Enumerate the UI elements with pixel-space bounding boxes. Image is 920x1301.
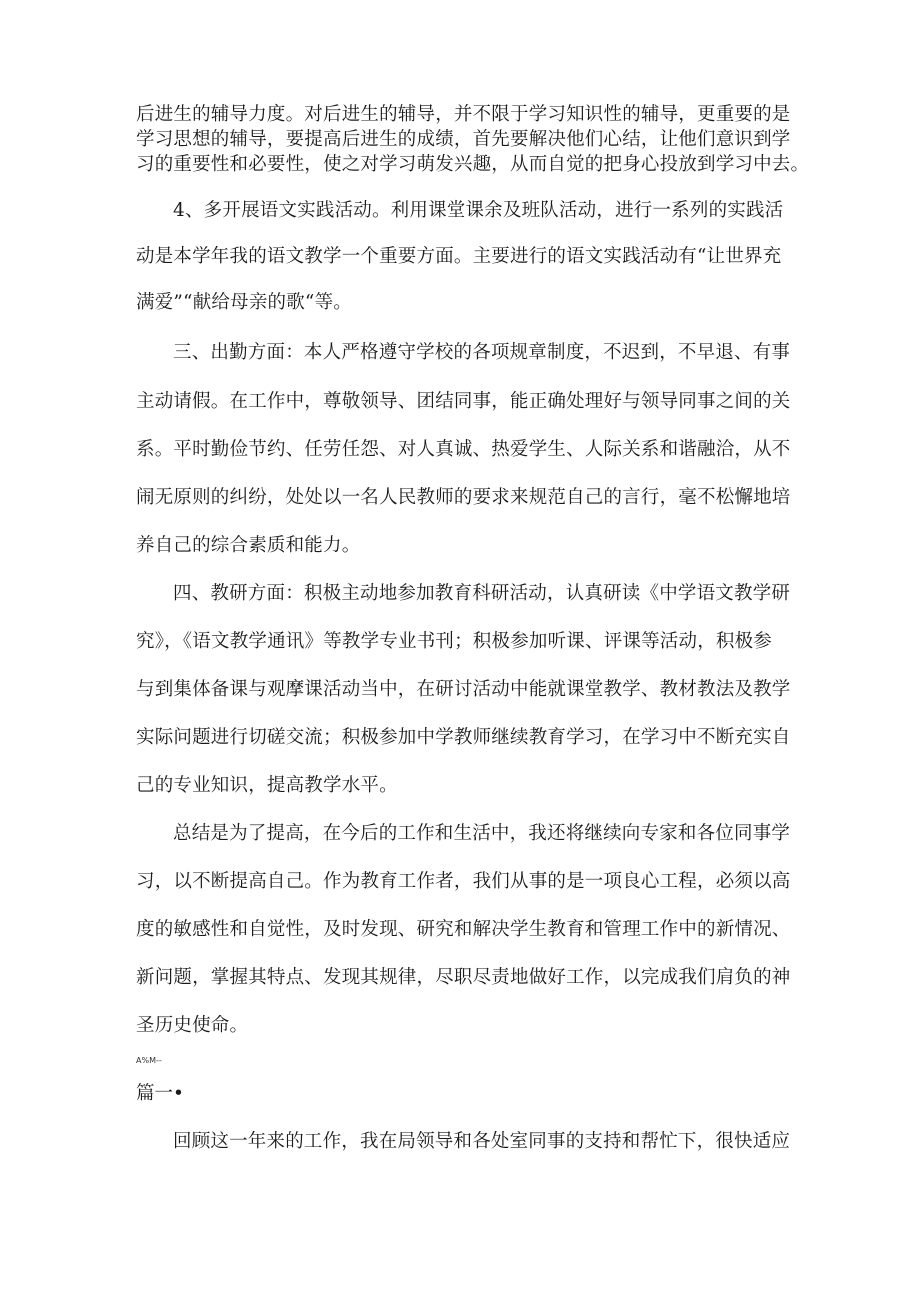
paragraph-first-line: 四、教研方面：积极主动地参加教育科研活动，认真研读《中学语文教学研 [173,583,791,604]
text-line: 己的专业知识，提高教学水平。 [136,775,398,796]
text-line: 度的敏感性和自觉性，及时发现、研究和解决学生教育和管理工作中的新情况、 [136,919,791,940]
text-line: 圣历史使命。 [136,1015,249,1036]
text-line: 主动请假。在工作中，尊敬领导、团结同事，能正确处理好与领导同事之间的关 [136,391,791,412]
text-line: 新问题，掌握其特点、发现其规律，尽职尽责地做好工作，以完成我们肩负的神 [136,967,791,988]
text-line: 习，以不断提高自己。作为教育工作者，我们从事的是一项良心工程，必须以高 [136,871,791,892]
paragraph-first-line: 三、出勤方面：本人严格遵守学校的各项规章制度，不迟到，不早退、有事 [173,342,791,363]
text-line: 与到集体备课与观摩课活动当中，在研讨活动中能就课堂教学、教材教法及教学 [136,679,791,700]
paragraph-first-line: 4、多开展语文实践活动。利用课堂课余及班队活动，进行一系列的实践活 [173,200,784,221]
text-line: 实际问题进行切磋交流；积极参加中学教师继续教育学习，在学习中不断充实自 [136,727,791,748]
section-heading: 篇一• [136,1083,184,1104]
small-note: A%M-- [136,1056,162,1065]
text-line: 后进生的辅导力度。对后进生的辅导，并不限于学习知识性的辅导，更重要的是 [136,104,791,125]
text-line: 究》，《语文教学通讯》等教学专业书刊；积极参加听课、评课等活动，积极参 [136,631,773,652]
paragraph-first-line: 总结是为了提高，在今后的工作和生活中，我还将继续向专家和各位同事学 [173,823,791,844]
text-line: 动是本学年我的语文教学一个重要方面。主要进行的语文实践活动有“让世界充 [136,246,782,267]
text-line: 满爱”“献给母亲的歌“等。 [136,292,352,313]
text-line: 系。平时勤俭节约、任劳任怨、对人真诚、热爱学生、人际关系和谐融洽，从不 [136,439,791,460]
text-line: 习的重要性和必要性，使之对学习萌发兴趣，从而自觉的把身心投放到学习中去。 [136,154,810,175]
text-line: 养自己的综合素质和能力。 [136,535,361,556]
paragraph-first-line: 回顾这一年来的工作，我在局领导和各处室同事的支持和帮忙下，很快适应 [173,1131,791,1152]
text-line: 学习思想的辅导，要提高后进生的成绩，首先要解决他们心结，让他们意识到学 [136,129,791,150]
text-line: 闹无原则的纠纷，处处以一名人民教师的要求来规范自己的言行，毫不松懈地培 [136,487,791,508]
